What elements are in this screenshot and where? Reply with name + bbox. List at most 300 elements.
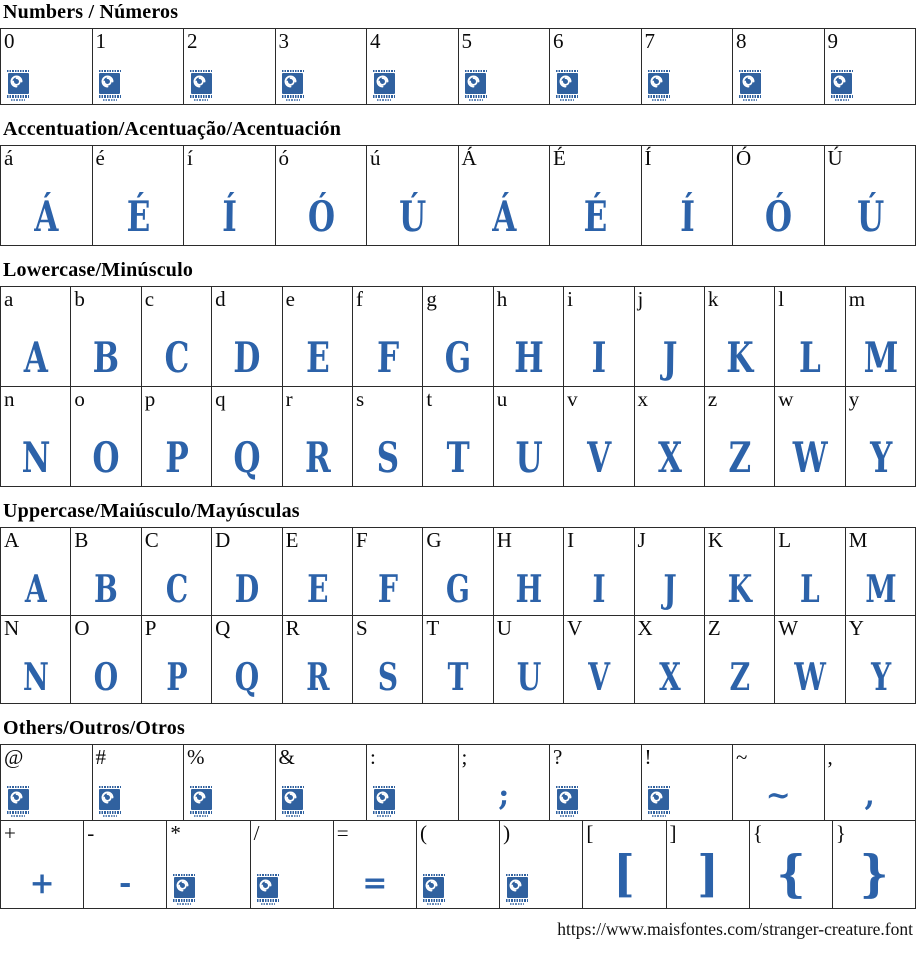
cell-glyph: B <box>94 566 119 611</box>
glyph-cell <box>283 287 353 386</box>
glyph-cell <box>846 387 915 486</box>
maisfontes-watermark-icon <box>555 70 579 102</box>
cell-glyph: Z <box>728 433 752 482</box>
glyph-cell-unavailable <box>167 821 250 908</box>
cell-label: 4 <box>370 29 381 53</box>
watermark-logo-box <box>174 877 195 898</box>
maisfontes-watermark-icon <box>98 70 122 102</box>
glyph-cell <box>459 745 551 820</box>
cell-label: q <box>215 387 226 411</box>
glyph-cell <box>494 287 564 386</box>
watermark-microtext-bottom <box>190 811 212 814</box>
cell-label: z <box>707 387 718 411</box>
glyph-cell <box>564 287 634 386</box>
spiral-icon <box>99 789 116 806</box>
glyph-cell <box>353 387 423 486</box>
glyph-cell <box>550 146 642 245</box>
glyph-cell <box>353 616 423 703</box>
cell-label: u <box>496 387 508 411</box>
cell-label: p <box>144 387 156 411</box>
cell-glyph: Ú <box>856 192 884 241</box>
glyph-cell-unavailable <box>93 745 185 820</box>
glyph-cell <box>283 528 353 615</box>
cell-glyph: H <box>515 566 543 611</box>
glyph-cell <box>750 821 833 908</box>
glyph-cell <box>71 528 141 615</box>
watermark-microtext-bottom2 <box>261 903 275 906</box>
cell-label: k <box>707 287 719 311</box>
spiral-icon <box>374 73 391 90</box>
cell-label: c <box>144 287 155 311</box>
glyph-cell <box>775 387 845 486</box>
glyph-row <box>0 286 916 387</box>
glyph-cell-unavailable <box>93 29 185 104</box>
watermark-microtext-bottom <box>739 95 761 98</box>
cell-label: D <box>215 528 231 552</box>
watermark-microtext-top <box>465 70 487 73</box>
glyph-cell <box>423 287 493 386</box>
watermark-microtext-top <box>99 70 121 73</box>
cell-glyph: N <box>22 654 50 699</box>
cell-glyph: M <box>864 566 897 611</box>
maisfontes-watermark-icon <box>6 70 30 102</box>
watermark-microtext-top <box>556 786 578 789</box>
cell-label: K <box>707 528 724 552</box>
cell-label: = <box>336 821 349 845</box>
cell-glyph: T <box>446 433 471 482</box>
cell-label: s <box>355 387 365 411</box>
cell-label: Ó <box>736 146 752 170</box>
cell-glyph: F <box>376 333 400 382</box>
cell-glyph: , <box>864 778 875 813</box>
cell-label: á <box>4 146 14 170</box>
cell-glyph: C <box>164 333 190 382</box>
watermark-microtext-bottom <box>7 95 29 98</box>
maisfontes-watermark-icon <box>281 70 305 102</box>
cell-label: T <box>426 616 440 640</box>
glyph-cell-unavailable <box>1 745 93 820</box>
watermark-microtext-bottom2 <box>560 99 574 102</box>
watermark-microtext-bottom <box>99 811 121 814</box>
cell-label: 6 <box>553 29 564 53</box>
glyph-cell <box>635 528 705 615</box>
glyph-cell <box>494 528 564 615</box>
glyph-cell <box>1 821 84 908</box>
spiral-icon <box>648 73 665 90</box>
cell-label: ; <box>461 745 468 769</box>
cell-glyph: D <box>233 333 261 382</box>
cell-glyph: Y <box>869 433 893 482</box>
watermark-logo-box <box>191 789 212 810</box>
glyph-cell <box>775 616 845 703</box>
watermark-microtext-top <box>257 874 279 877</box>
cell-label: 8 <box>736 29 747 53</box>
watermark-microtext-bottom2 <box>11 815 25 818</box>
cell-glyph: ] <box>696 844 719 903</box>
glyph-row <box>0 820 916 909</box>
glyph-cell <box>705 528 775 615</box>
cell-label: é <box>95 146 105 170</box>
glyph-cell <box>846 616 915 703</box>
glyph-cell-unavailable <box>1 29 93 104</box>
watermark-microtext-top <box>739 70 761 73</box>
watermark-microtext-bottom <box>423 899 445 902</box>
cell-label: C <box>144 528 159 552</box>
cell-glyph: D <box>234 566 260 611</box>
glyph-cell <box>283 387 353 486</box>
glyph-cell <box>775 528 845 615</box>
watermark-logo-box <box>507 877 528 898</box>
section-title-lowercase: Lowercase/Minúsculo <box>3 259 194 281</box>
cell-label: ! <box>644 745 652 769</box>
cell-label: W <box>778 616 799 640</box>
cell-label: n <box>4 387 15 411</box>
cell-label: / <box>253 821 260 845</box>
cell-label: ~ <box>736 745 748 769</box>
watermark-logo-box <box>557 73 578 94</box>
cell-glyph: - <box>119 866 132 901</box>
cell-glyph: I <box>592 566 606 611</box>
watermark-microtext-bottom <box>831 95 853 98</box>
glyph-cell <box>825 146 916 245</box>
watermark-microtext-top <box>282 70 304 73</box>
watermark-microtext-bottom <box>190 95 212 98</box>
cell-glyph: É <box>125 192 151 241</box>
watermark-microtext-bottom2 <box>103 99 117 102</box>
section-uppercase <box>0 501 916 704</box>
glyph-cell-unavailable <box>367 29 459 104</box>
watermark-microtext-bottom2 <box>11 99 25 102</box>
cell-label: ( <box>419 821 427 845</box>
glyph-cell-unavailable <box>251 821 334 908</box>
watermark-microtext-bottom2 <box>194 99 208 102</box>
glyph-cell <box>142 528 212 615</box>
glyph-cell <box>142 616 212 703</box>
cell-glyph: L <box>800 566 821 611</box>
watermark-microtext-bottom <box>173 899 195 902</box>
cell-label: 2 <box>187 29 198 53</box>
glyph-cell <box>93 146 185 245</box>
glyph-table-accentuation <box>0 145 916 246</box>
glyph-cell <box>833 821 915 908</box>
section-title-uppercase: Uppercase/Maiúsculo/Mayúsculas <box>3 500 300 522</box>
glyph-cell <box>71 616 141 703</box>
watermark-microtext-top <box>190 786 212 789</box>
cell-label: m <box>848 287 866 311</box>
glyph-cell <box>353 528 423 615</box>
cell-label: G <box>426 528 442 552</box>
glyph-row <box>0 527 916 616</box>
glyph-cell <box>564 528 634 615</box>
cell-label: e <box>285 287 295 311</box>
watermark-microtext-top <box>423 874 445 877</box>
cell-label: + <box>4 821 16 845</box>
maisfontes-watermark-icon <box>464 70 488 102</box>
spiral-icon <box>257 877 274 894</box>
section-title-accentuation: Accentuation/Acentuação/Acentuación <box>3 118 342 140</box>
glyph-cell <box>1 528 71 615</box>
cell-glyph: B <box>92 333 120 382</box>
glyph-cell <box>583 821 666 908</box>
glyph-cell <box>283 616 353 703</box>
cell-label: B <box>74 528 89 552</box>
watermark-microtext-bottom2 <box>560 815 574 818</box>
cell-label: Z <box>707 616 721 640</box>
cell-label: X <box>637 616 653 640</box>
cell-glyph: J <box>661 333 678 382</box>
maisfontes-watermark-icon <box>555 786 579 818</box>
spiral-icon <box>465 73 482 90</box>
glyph-cell <box>705 616 775 703</box>
cell-label: Y <box>848 616 864 640</box>
spiral-icon <box>191 789 208 806</box>
cell-label: A <box>4 528 20 552</box>
cell-glyph: U <box>514 433 543 482</box>
cell-label: N <box>4 616 20 640</box>
cell-glyph: J <box>662 566 677 611</box>
cell-label: h <box>496 287 508 311</box>
watermark-microtext-bottom <box>257 899 279 902</box>
cell-glyph: U <box>516 654 542 699</box>
cell-label: I <box>567 528 575 552</box>
cell-label: Q <box>215 616 231 640</box>
cell-glyph: Z <box>729 654 751 699</box>
glyph-cell <box>212 528 282 615</box>
watermark-microtext-bottom2 <box>103 815 117 818</box>
glyph-table-numbers <box>0 28 916 105</box>
cell-label: R <box>285 616 300 640</box>
glyph-cell <box>825 745 916 820</box>
maisfontes-watermark-icon <box>647 786 671 818</box>
glyph-cell <box>667 821 750 908</box>
cell-glyph: O <box>93 654 119 699</box>
cell-label: H <box>496 528 512 552</box>
maisfontes-watermark-icon <box>98 786 122 818</box>
glyph-cell-unavailable <box>825 29 916 104</box>
spiral-icon <box>557 73 574 90</box>
cell-label: Á <box>461 146 477 170</box>
watermark-microtext-bottom <box>282 811 304 814</box>
cell-label: f <box>355 287 363 311</box>
section-numbers <box>0 2 916 105</box>
glyph-cell <box>642 146 734 245</box>
watermark-microtext-bottom <box>648 95 670 98</box>
glyph-cell-unavailable <box>550 745 642 820</box>
spiral-icon <box>648 789 665 806</box>
watermark-microtext-top <box>373 70 395 73</box>
cell-label: V <box>567 616 583 640</box>
spiral-icon <box>282 789 299 806</box>
cell-label: x <box>637 387 649 411</box>
cell-label: % <box>187 745 205 769</box>
cell-glyph: A <box>23 333 49 382</box>
cell-label: y <box>848 387 860 411</box>
glyph-table-others <box>0 744 916 909</box>
cell-label: i <box>567 287 573 311</box>
cell-label: j <box>637 287 644 311</box>
cell-glyph: { <box>776 844 806 903</box>
glyph-cell-unavailable <box>276 29 368 104</box>
watermark-logo-box <box>740 73 761 94</box>
cell-glyph: O <box>92 433 121 482</box>
cell-glyph: Q <box>233 433 261 482</box>
glyph-cell <box>84 821 167 908</box>
glyph-cell <box>71 387 141 486</box>
glyph-row <box>0 28 916 105</box>
cell-glyph: K <box>727 566 753 611</box>
glyph-cell <box>494 616 564 703</box>
cell-glyph: } <box>859 844 889 903</box>
watermark-microtext-bottom <box>465 95 487 98</box>
maisfontes-watermark-icon <box>422 874 446 906</box>
cell-glyph: W <box>794 654 827 699</box>
spiral-icon <box>8 73 25 90</box>
cell-label: 0 <box>4 29 15 53</box>
glyph-cell-unavailable <box>459 29 551 104</box>
glyph-cell <box>846 287 915 386</box>
cell-glyph: M <box>863 333 899 382</box>
cell-glyph: ; <box>498 778 510 813</box>
cell-glyph: H <box>513 333 544 382</box>
cell-glyph: = <box>362 866 388 901</box>
maisfontes-watermark-icon <box>172 874 196 906</box>
glyph-cell <box>423 387 493 486</box>
cell-glyph: I <box>591 333 607 382</box>
glyph-cell <box>184 146 276 245</box>
watermark-microtext-top <box>282 786 304 789</box>
cell-label: g <box>426 287 437 311</box>
cell-glyph: L <box>799 333 822 382</box>
glyph-cell-unavailable <box>367 745 459 820</box>
spiral-icon <box>374 789 391 806</box>
watermark-microtext-bottom <box>556 95 578 98</box>
glyph-cell-unavailable <box>500 821 583 908</box>
section-accentuation <box>0 119 916 246</box>
cell-label: ú <box>370 146 381 170</box>
glyph-row <box>0 615 916 704</box>
watermark-logo-box <box>282 789 303 810</box>
cell-glyph: Í <box>221 192 238 241</box>
cell-glyph: É <box>583 192 608 241</box>
watermark-microtext-bottom <box>282 95 304 98</box>
glyph-row <box>0 145 916 246</box>
watermark-logo-box <box>191 73 212 94</box>
glyph-cell <box>564 616 634 703</box>
glyph-table-lowercase <box>0 286 916 487</box>
glyph-cell-unavailable <box>642 745 734 820</box>
watermark-logo-box <box>423 877 444 898</box>
watermark-microtext-top <box>373 786 395 789</box>
cell-glyph: S <box>377 654 399 699</box>
glyph-cell <box>423 528 493 615</box>
watermark-microtext-bottom <box>556 811 578 814</box>
glyph-cell-unavailable <box>550 29 642 104</box>
cell-glyph: P <box>165 654 188 699</box>
glyph-cell <box>494 387 564 486</box>
watermark-microtext-top <box>190 70 212 73</box>
watermark-microtext-bottom2 <box>835 99 849 102</box>
watermark-logo-box <box>465 73 486 94</box>
cell-label: ) <box>503 821 511 845</box>
maisfontes-watermark-icon <box>372 70 396 102</box>
cell-label: * <box>170 821 181 845</box>
glyph-cell <box>1 387 71 486</box>
maisfontes-watermark-icon <box>647 70 671 102</box>
cell-glyph: Ó <box>307 192 335 241</box>
watermark-microtext-bottom2 <box>469 99 483 102</box>
spiral-icon <box>423 877 440 894</box>
cell-label: o <box>74 387 85 411</box>
glyph-cell <box>142 287 212 386</box>
cell-label: ó <box>278 146 289 170</box>
watermark-microtext-bottom2 <box>377 815 391 818</box>
watermark-microtext-bottom <box>648 811 670 814</box>
glyph-cell-unavailable <box>184 745 276 820</box>
cell-label: 5 <box>461 29 472 53</box>
cell-label: , <box>827 745 833 769</box>
cell-glyph: F <box>377 566 399 611</box>
cell-label: ? <box>553 745 563 769</box>
watermark-microtext-bottom2 <box>377 99 391 102</box>
section-title-numbers: Numbers / Números <box>3 1 179 23</box>
spiral-icon <box>282 73 299 90</box>
section-title-others: Others/Outros/Otros <box>3 717 185 739</box>
cell-glyph: Q <box>234 654 260 699</box>
glyph-cell <box>334 821 417 908</box>
watermark-microtext-top <box>7 70 29 73</box>
watermark-microtext-top <box>831 70 853 73</box>
watermark-logo-box <box>831 73 852 94</box>
glyph-cell <box>1 287 71 386</box>
watermark-microtext-top <box>99 786 121 789</box>
watermark-microtext-bottom <box>373 811 395 814</box>
cell-label: Ú <box>827 146 843 170</box>
cell-label: @ <box>4 745 24 769</box>
cell-label: Í <box>644 146 652 170</box>
glyph-cell-unavailable <box>733 29 825 104</box>
cell-label: J <box>637 528 646 552</box>
watermark-microtext-bottom <box>7 811 29 814</box>
watermark-microtext-bottom <box>373 95 395 98</box>
glyph-cell <box>423 616 493 703</box>
watermark-logo-box <box>257 877 278 898</box>
maisfontes-watermark-icon <box>189 70 213 102</box>
cell-glyph: Y <box>870 654 891 699</box>
cell-label: E <box>285 528 299 552</box>
cell-glyph: Í <box>679 192 695 241</box>
watermark-microtext-bottom2 <box>194 815 208 818</box>
cell-label: } <box>835 821 846 845</box>
watermark-microtext-bottom <box>506 899 528 902</box>
cell-label: l <box>778 287 785 311</box>
cell-glyph: E <box>305 333 330 382</box>
cell-glyph: A <box>24 566 48 611</box>
spiral-icon <box>8 789 25 806</box>
spiral-icon <box>831 73 848 90</box>
cell-label: r <box>285 387 293 411</box>
spiral-icon <box>99 73 116 90</box>
glyph-cell <box>142 387 212 486</box>
cell-label: L <box>778 528 792 552</box>
footer-url: https://www.maisfontes.com/stranger-creature.font <box>557 919 913 939</box>
cell-label: d <box>215 287 226 311</box>
cell-label: 9 <box>827 29 838 53</box>
section-others <box>0 718 916 909</box>
cell-label: - <box>87 821 95 845</box>
glyph-table-uppercase <box>0 527 916 704</box>
cell-glyph: R <box>305 654 330 699</box>
watermark-logo-box <box>99 789 120 810</box>
